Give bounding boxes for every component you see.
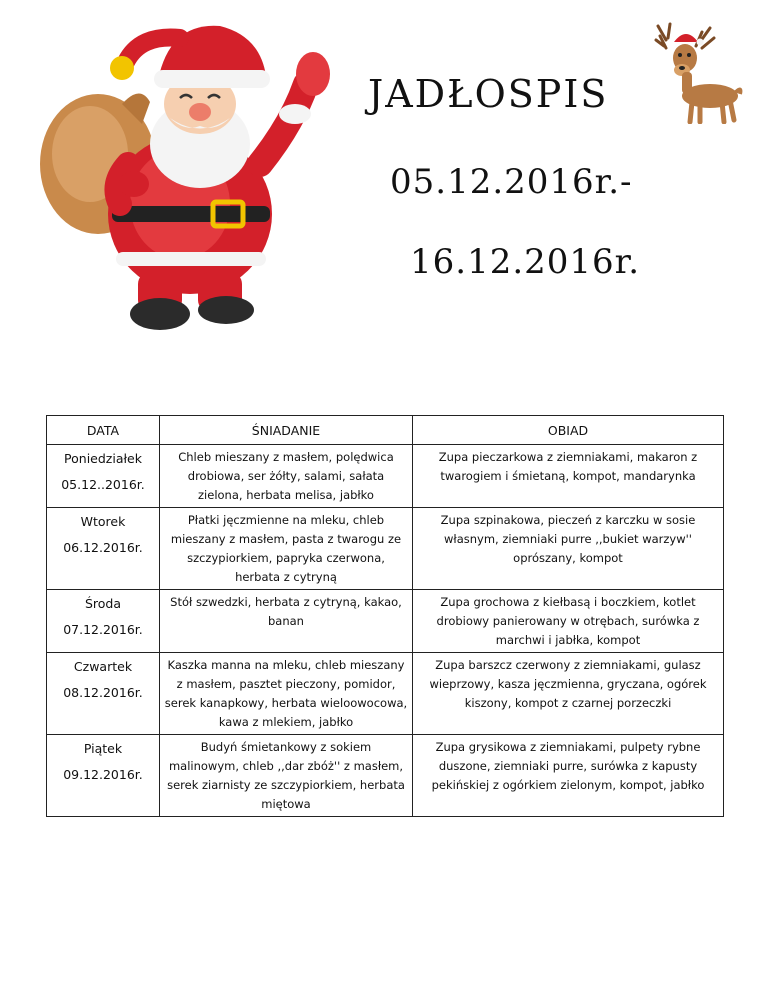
table-header-row <box>47 416 724 445</box>
dinner-cell: Zupa szpinakowa, pieczeń z karczku w sosie własnym, ziemniaki purre ,,bukiet warzyw'' oprószany, kompot <box>413 508 724 590</box>
breakfast-cell: Kaszka manna na mleku, chleb mieszany z masłem, pasztet pieczony, pomidor, serek kanapkowy, herbata wieloowocowa, kawa z mlekiem, jabłko <box>160 653 413 735</box>
day-name: Poniedziałek <box>64 451 142 466</box>
dinner-cell: Zupa grysikowa z ziemniakami, pulpety rybne duszone, ziemniaki purre, surówka z kapusty pekińskiej z ogórkiem zielonym, kompot, jabłko <box>413 735 724 817</box>
menu-table <box>46 415 724 817</box>
breakfast-cell: Płatki jęczmienne na mleku, chleb mieszany z masłem, pasta z twarogu ze szczypiorkiem, papryka czerwona, herbata z cytryną <box>160 508 413 590</box>
breakfast-cell: Budyń śmietankowy z sokiem malinowym, chleb ,,dar zbóż'' z masłem, serek ziarnisty ze szczypiorkiem, herbata miętowa <box>160 735 413 817</box>
date-cell <box>47 735 160 817</box>
santa-claus-illustration <box>30 14 330 336</box>
reindeer-illustration <box>652 22 744 124</box>
table-row <box>47 508 724 590</box>
menu-title: JADŁOSPIS <box>368 72 609 116</box>
day-name: Wtorek <box>80 514 126 529</box>
column-header-date: DATA <box>47 416 160 445</box>
day-date: 06.12.2016r. <box>63 540 143 555</box>
date-cell <box>47 508 160 590</box>
date-cell <box>47 445 160 508</box>
date-range-start: 05.12.2016r.- <box>390 162 633 202</box>
day-name: Piątek <box>83 741 123 756</box>
dinner-cell: Zupa barszcz czerwony z ziemniakami, gulasz wieprzowy, kasza jęczmienna, gryczana, ogórek kiszony, kompot z czarnej porzeczki <box>413 653 724 735</box>
breakfast-cell: Stół szwedzki, herbata z cytryną, kakao, banan <box>160 590 413 653</box>
column-header-breakfast: ŚNIADANIE <box>160 416 413 445</box>
day-name: Czwartek <box>73 659 133 674</box>
day-date: 05.12..2016r. <box>61 477 145 492</box>
date-cell <box>47 590 160 653</box>
date-range-end: 16.12.2016r. <box>410 242 640 282</box>
dinner-cell: Zupa grochowa z kiełbasą i boczkiem, kotlet drobiowy panierowany w otrębach, surówka z marchwi i jabłka, kompot <box>413 590 724 653</box>
day-date: 08.12.2016r. <box>63 685 143 700</box>
day-name: Środa <box>84 596 122 611</box>
breakfast-cell: Chleb mieszany z masłem, polędwica drobiowa, ser żółty, salami, sałata zielona, herbata melisa, jabłko <box>160 445 413 508</box>
table-row <box>47 735 724 817</box>
date-cell <box>47 653 160 735</box>
table-row <box>47 653 724 735</box>
table-row <box>47 445 724 508</box>
table-row <box>47 590 724 653</box>
day-date: 07.12.2016r. <box>63 622 143 637</box>
dinner-cell: Zupa pieczarkowa z ziemniakami, makaron z twarogiem i śmietaną, kompot, mandarynka <box>413 445 724 508</box>
day-date: 09.12.2016r. <box>63 767 143 782</box>
column-header-dinner: OBIAD <box>413 416 724 445</box>
